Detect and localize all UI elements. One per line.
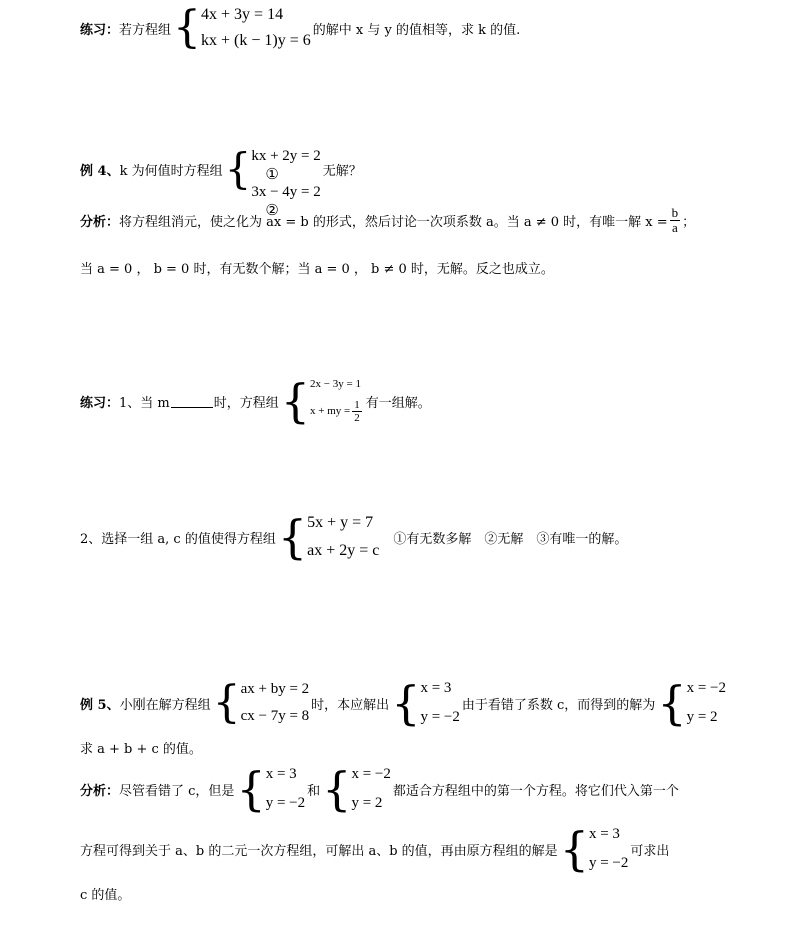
equation-system — [277, 510, 380, 564]
solution-system — [322, 762, 391, 816]
practice-label: 练习： — [80, 22, 120, 38]
analysis-5-line-3 — [80, 884, 130, 903]
example-5-line-2 — [80, 738, 202, 757]
example-text: 由于看错了系数 c，而得到的解为 — [461, 697, 656, 713]
equation: y = −2 — [265, 795, 306, 811]
equation: x = 3 — [420, 680, 452, 696]
analysis-text: 尽管看错了 c，但是 — [119, 783, 235, 799]
analysis-5-line-1 — [80, 762, 679, 816]
example-4 — [80, 144, 362, 219]
practice-text: 有一组解。 — [365, 395, 431, 411]
fraction: $\frac{1}{2}$ — [354, 398, 360, 424]
practice-text: 若方程组 — [119, 22, 172, 38]
analysis-text: 方程可得到关于 a、b 的二元一次方程组，可解出 a、b 的值，再由原方程组的解是 — [80, 843, 558, 859]
equation-system — [212, 677, 310, 728]
solution-system — [559, 822, 629, 876]
equation: x = 3 — [588, 826, 620, 842]
equation: x = −2 — [686, 680, 727, 696]
brace-icon: { — [657, 676, 687, 730]
example-text: 小刚在解方程组 — [119, 697, 211, 713]
analysis-text: 将方程组消元，使之化为 ax = b 的形式，然后讨论一次项系数 a。当 a ≠ 0 时，有唯一解 x = — [119, 215, 668, 231]
analysis-4-line-2 — [80, 258, 554, 277]
brace-icon: { — [224, 144, 252, 193]
equation: 4x + 3y = 14 — [201, 6, 284, 23]
solution-system — [391, 676, 460, 730]
analysis-text: 可求出 — [630, 843, 670, 859]
equation: ax + by = 2 — [240, 681, 310, 697]
equation: y = 2 — [686, 709, 718, 725]
brace-icon: { — [173, 2, 202, 53]
analysis-text: c 的值。 — [80, 888, 131, 903]
equation-system — [224, 144, 321, 219]
equation: y = −2 — [588, 855, 629, 871]
equation: 3x − 4y = 2 ② — [251, 184, 321, 219]
equation: kx + (k − 1)y = 6 — [201, 32, 311, 49]
fraction: $\frac{b}{a}$ — [671, 205, 679, 236]
practice-text: ①有无数多解 ②无解 ③有唯一的解。 — [393, 531, 628, 547]
brace-icon: { — [559, 822, 589, 876]
analysis-text: 当 a = 0 ， b = 0 时，有无数个解；当 a = 0 ， b ≠ 0 时，无解。反之也成立。 — [80, 262, 554, 277]
brace-icon: { — [391, 676, 421, 730]
equation: kx + 2y = 2 ① — [251, 148, 321, 183]
equation: x + my = $\frac{1}{2}$ — [310, 398, 360, 424]
equation: 2x − 3y = 1 — [310, 378, 361, 390]
example-text: k 为何值时方程组 — [119, 163, 223, 179]
brace-icon: { — [322, 762, 352, 816]
equation: y = −2 — [420, 709, 460, 725]
equation-system — [280, 374, 364, 428]
analysis-text: 都适合方程组中的第一个方程。将它们代入第一个 — [392, 783, 679, 799]
brace-icon: { — [280, 374, 311, 428]
example-text: 时，本应解出 — [311, 697, 390, 713]
equation: y = 2 — [351, 795, 383, 811]
brace-icon: { — [236, 762, 266, 816]
practice-text: 1、当 m — [119, 395, 170, 411]
equation: ax + 2y = c — [307, 542, 380, 559]
example-text: 无解？ — [322, 163, 362, 179]
analysis-4-line-1 — [80, 206, 695, 236]
practice-1 — [80, 2, 521, 53]
answer-blank[interactable] — [171, 395, 213, 408]
practice-label: 练习： — [80, 395, 120, 411]
analysis-label: 分析： — [80, 215, 120, 231]
circled-number: ① — [265, 167, 279, 183]
practice-3 — [80, 510, 628, 564]
practice-text: 2、选择一组 a, c 的值使得方程组 — [80, 531, 276, 547]
solution-system — [657, 676, 727, 730]
example-5 — [80, 676, 728, 730]
circled-number: ② — [265, 203, 279, 219]
equation: x = 3 — [265, 766, 297, 782]
example-label: 例 5、 — [80, 697, 120, 713]
solution-system — [236, 762, 306, 816]
equation: x = −2 — [351, 766, 391, 782]
equation: cx − 7y = 8 — [240, 708, 310, 724]
analysis-label: 分析： — [80, 783, 120, 799]
practice-text: 时，方程组 — [213, 395, 279, 411]
equation: 5x + y = 7 — [307, 514, 374, 531]
analysis-5-line-2 — [80, 822, 670, 876]
analysis-text: 和 — [307, 783, 321, 799]
equation-system — [173, 2, 311, 53]
example-text: 求 a + b + c 的值。 — [80, 742, 202, 757]
example-label: 例 4、 — [80, 163, 120, 179]
practice-2 — [80, 374, 431, 428]
analysis-text: ； — [682, 215, 696, 231]
brace-icon: { — [277, 510, 308, 564]
practice-text: 的解中 x 与 y 的值相等，求 k 的值. — [312, 22, 521, 38]
brace-icon: { — [212, 677, 241, 728]
